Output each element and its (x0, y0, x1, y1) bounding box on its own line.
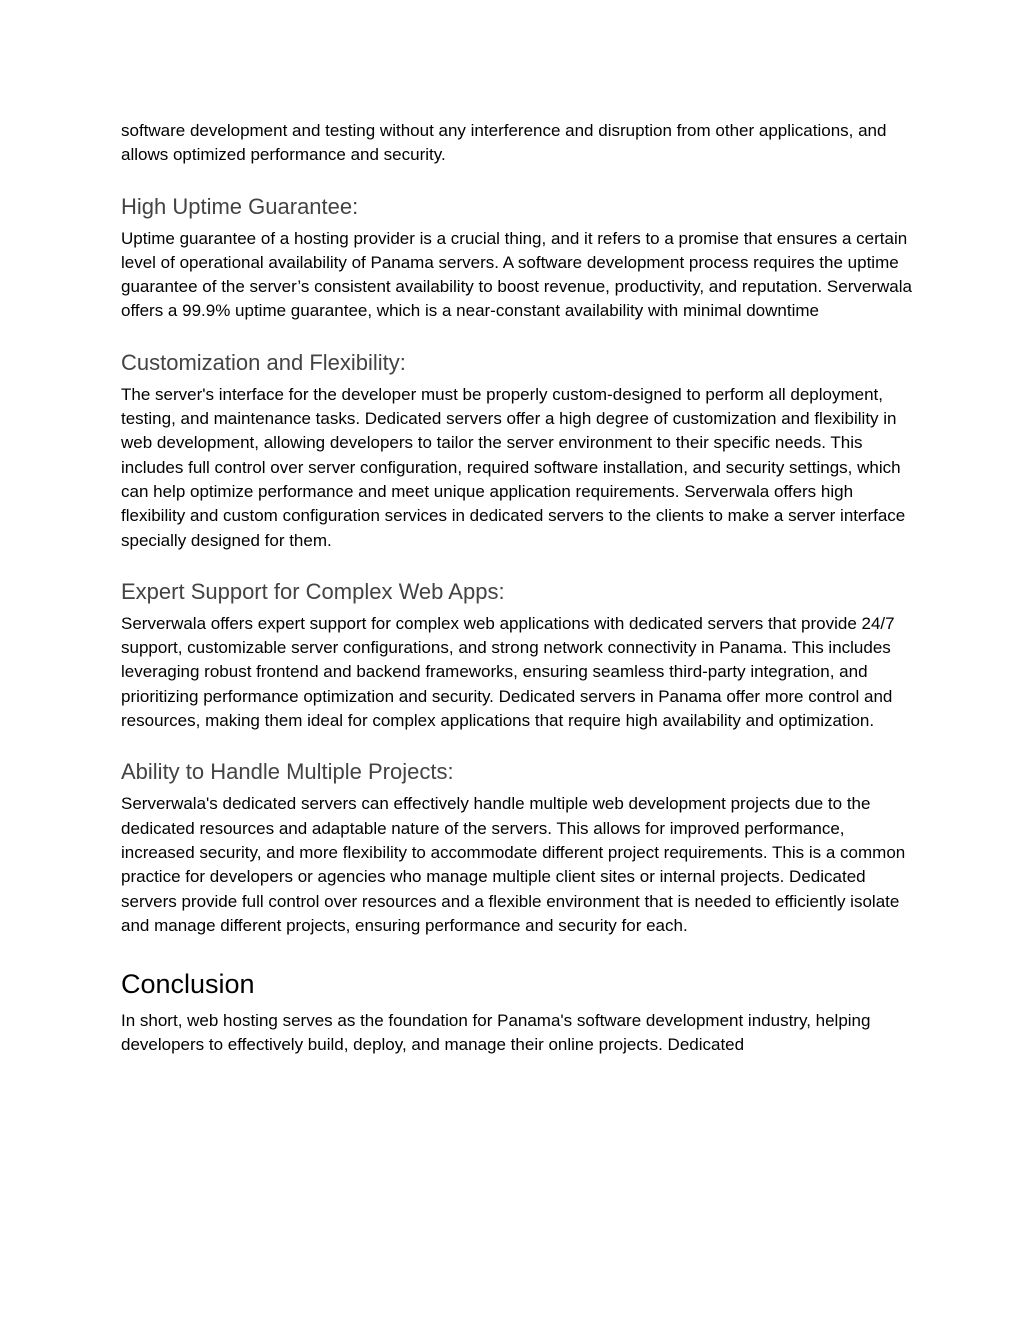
section-high-uptime-guarantee (121, 193, 921, 324)
section-heading: Ability to Handle Multiple Projects: (121, 759, 454, 785)
section-paragraph: The server's interface for the developer must be properly custom-designed to perform all deployment, testing, and maintenance tasks. Dedicated servers offer a high degree of customization and flexibility in web development, allowing developers to tailor the server environment to their specific needs. This includes full control over server configuration, required software installation, and security settings, which can help optimize performance and meet unique application requirements. Serverwala offers high flexibility and custom configuration services in dedicated servers to the clients to make a server interface specially designed for them. (121, 384, 906, 550)
section-customization-flexibility (121, 349, 921, 553)
conclusion-heading: Conclusion (121, 969, 255, 1000)
section-expert-support (121, 578, 921, 733)
section-heading: Customization and Flexibility: (121, 349, 406, 375)
section-heading: Expert Support for Complex Web Apps: (121, 578, 505, 604)
section-multiple-projects (121, 758, 921, 938)
document-body (121, 119, 921, 1058)
section-heading: High Uptime Guarantee: (121, 193, 359, 219)
conclusion-paragraph: In short, web hosting serves as the foundation for Panama's software development industry, helping developers to effectively build, deploy, and manage their online projects. Dedicated (121, 1011, 871, 1055)
intro-paragraph: software development and testing without any interference and disruption from other applications, and allows optimized performance and security. (121, 121, 887, 165)
section-paragraph: Serverwala's dedicated servers can effectively handle multiple web development projects due to the dedicated resources and adaptable nature of the servers. This allows for improved performance, increased security, and more flexibility to accommodate different project requirements. This is a common practice for developers or agencies who manage multiple client sites or internal projects. Dedicated servers provide full control over resources and a flexible environment that is needed to efficiently isolate and manage different projects, ensuring performance and security for each. (121, 794, 906, 935)
section-conclusion (121, 967, 921, 1058)
section-paragraph: Uptime guarantee of a hosting provider is a crucial thing, and it refers to a promise that ensures a certain level of operational availability of Panama servers. A software development process requires the uptime guarantee of the server’s consistent availability to boost revenue, productivity, and reputation. Serverwala offers a 99.9% uptime guarantee, which is a near-constant availability with minimal downtime (121, 228, 912, 321)
section-paragraph: Serverwala offers expert support for complex web applications with dedicated servers that provide 24/7 support, customizable server configurations, and strong network connectivity in Panama. This includes leveraging robust frontend and backend frameworks, ensuring seamless third-party integration, and prioritizing performance optimization and security. Dedicated servers in Panama offer more control and resources, making them ideal for complex applications that require high availability and optimization. (121, 613, 895, 731)
